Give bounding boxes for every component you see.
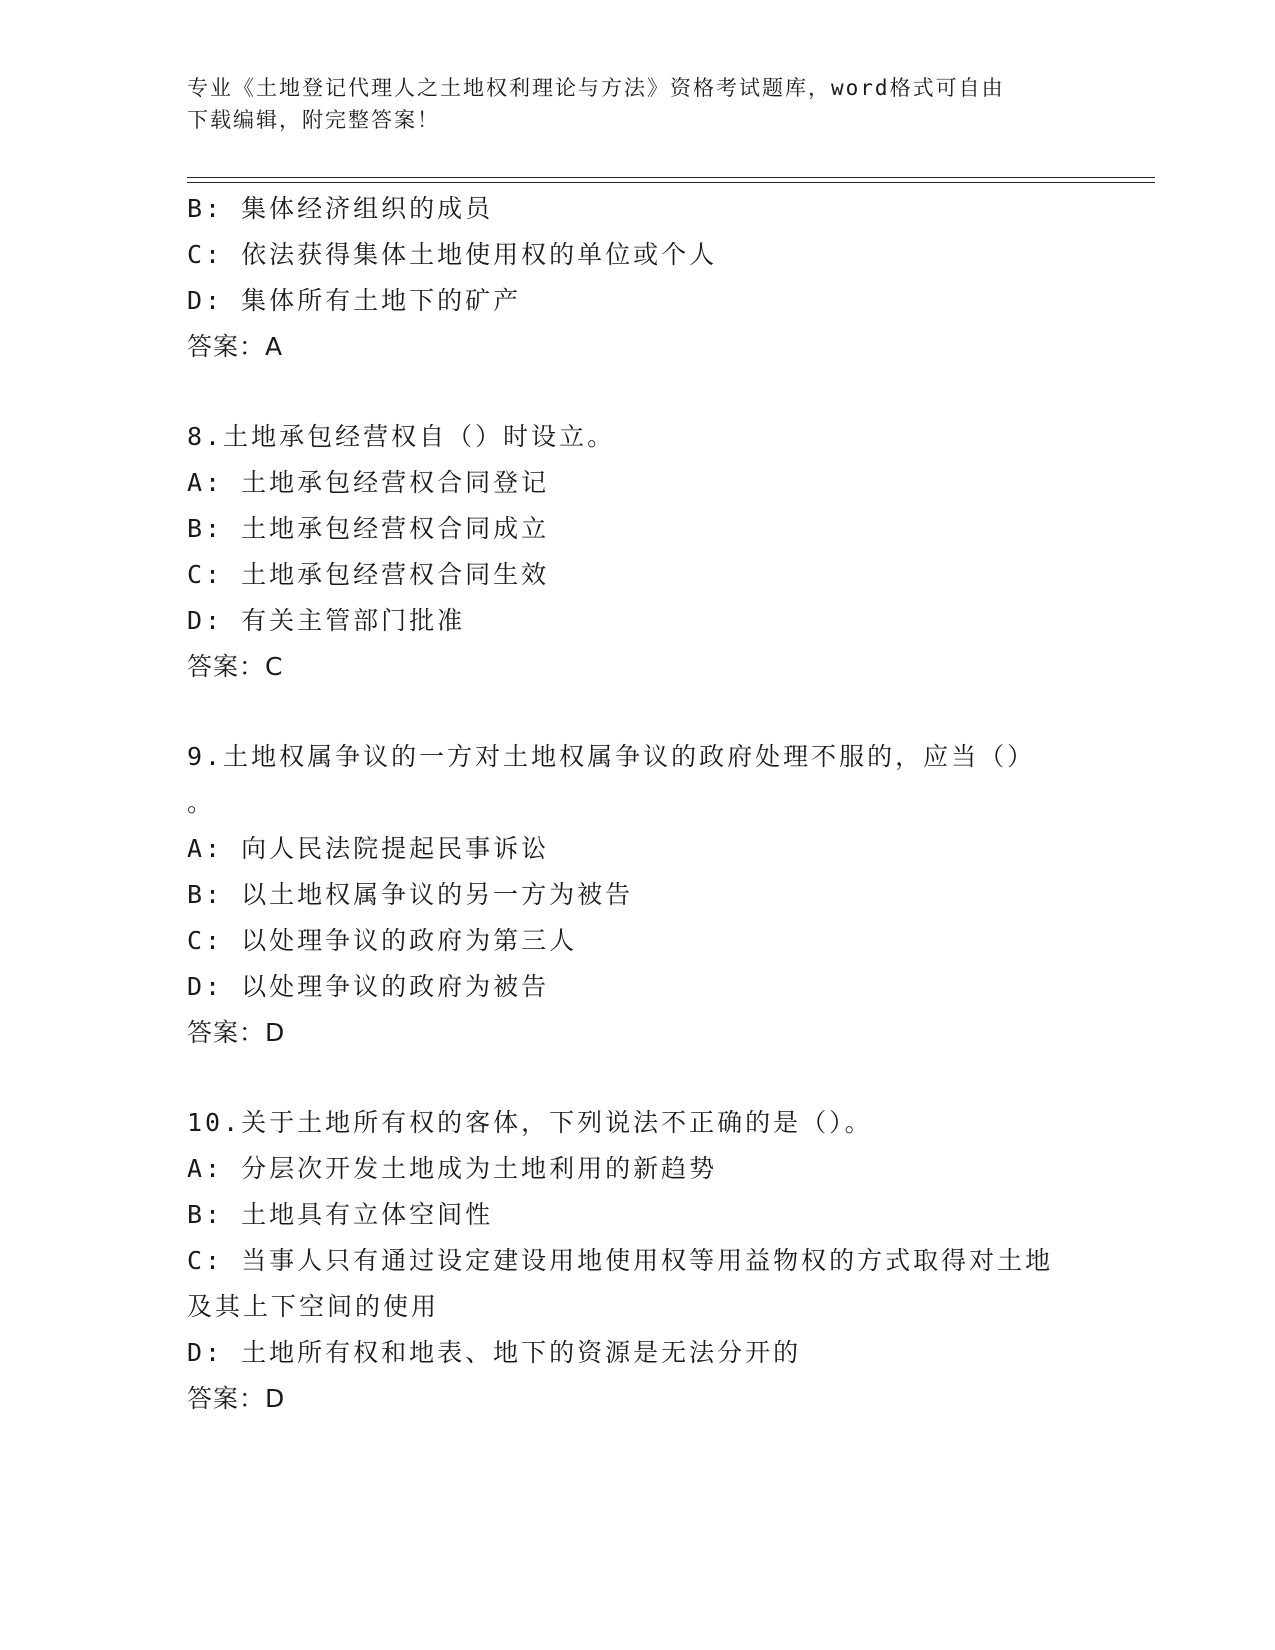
option-a: A: 向人民法院提起民事诉讼 [187, 834, 550, 863]
option-c: C: 当事人只有通过设定建设用地使用权等用益物权的方式取得对土地 [187, 1246, 1054, 1275]
header-line-1: 专业《土地登记代理人之土地权利理论与方法》资格考试题库，word格式可自由 [187, 76, 1005, 100]
option-b: B: 以土地权属争议的另一方为被告 [187, 880, 634, 909]
answer-line: 答案：C [187, 652, 284, 681]
header-divider-bottom [187, 182, 1155, 183]
question-block-9 [187, 734, 1087, 1056]
answer-line: 答案：D [187, 1384, 286, 1413]
option-b: B: 土地承包经营权合同成立 [187, 514, 550, 543]
document-header [187, 72, 1087, 136]
option-b: B: 集体经济组织的成员 [187, 194, 494, 223]
option-d: D: 以处理争议的政府为被告 [187, 972, 550, 1001]
spacer [187, 1056, 1087, 1100]
option-d: D: 有关主管部门批准 [187, 606, 466, 635]
option-a: A: 分层次开发土地成为土地利用的新趋势 [187, 1154, 718, 1183]
question-stem: 10.关于土地所有权的客体，下列说法不正确的是（）。 [187, 1108, 873, 1137]
question-stem: 8.土地承包经营权自（）时设立。 [187, 422, 616, 451]
spacer [187, 690, 1087, 734]
question-block-10 [187, 1100, 1087, 1422]
document-body [187, 186, 1087, 1422]
option-d: D: 土地所有权和地表、地下的资源是无法分开的 [187, 1338, 802, 1367]
answer-line: 答案：D [187, 1018, 286, 1047]
question-stem: 9.土地权属争议的一方对土地权属争议的政府处理不服的，应当（） [187, 742, 1036, 771]
option-d: D: 集体所有土地下的矿产 [187, 286, 522, 315]
answer-line: 答案：A [187, 332, 284, 361]
option-c: C: 依法获得集体土地使用权的单位或个人 [187, 240, 718, 269]
question-block-8 [187, 414, 1087, 690]
option-c-continuation: 及其上下空间的使用 [187, 1292, 440, 1321]
question-block-7 [187, 186, 1087, 370]
option-c: C: 以处理争议的政府为第三人 [187, 926, 578, 955]
option-b: B: 土地具有立体空间性 [187, 1200, 494, 1229]
option-c: C: 土地承包经营权合同生效 [187, 560, 550, 589]
header-line-2: 下载编辑，附完整答案！ [187, 108, 440, 132]
spacer [187, 370, 1087, 414]
question-stem-continuation: 。 [187, 788, 216, 817]
option-a: A: 土地承包经营权合同登记 [187, 468, 550, 497]
header-divider-top [187, 177, 1155, 178]
